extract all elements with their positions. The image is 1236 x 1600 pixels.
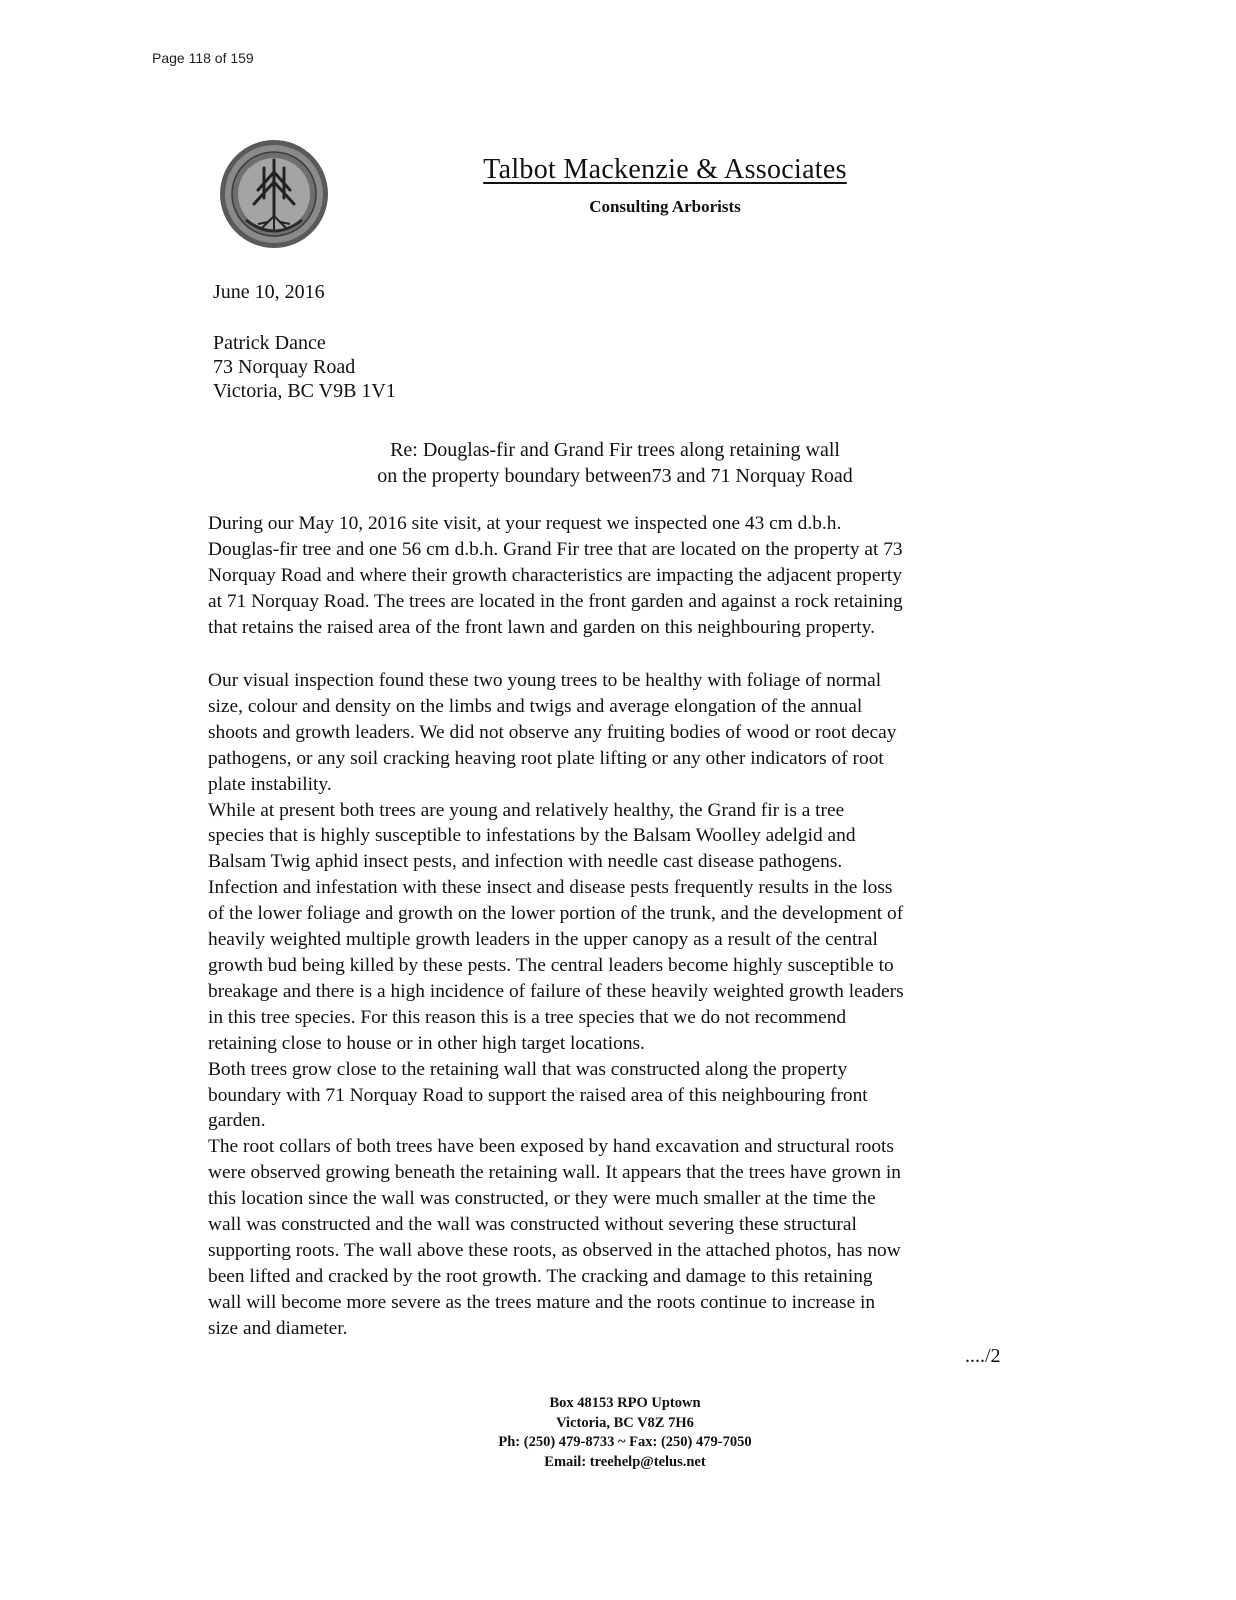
text-line: species that is highly susceptible to infestations by the Balsam Woolley adelgid and: [208, 825, 856, 847]
recipient-name: Patrick Dance: [213, 332, 326, 354]
text-line: supporting roots. The wall above these roots, as observed in the attached photos, has now: [208, 1239, 901, 1261]
text-line: this location since the wall was constructed, or they were much smaller at the time the: [208, 1188, 876, 1210]
text-line: Our visual inspection found these two young trees to be healthy with foliage of normal: [208, 670, 882, 691]
text-line: retaining close to house or in other high target locations.: [208, 1032, 645, 1054]
text-line: Infection and infestation with these insect and disease pests frequently results in the loss: [208, 877, 893, 899]
recipient-city: Victoria, BC V9B 1V1: [213, 380, 396, 402]
footer-email: Email: treehelp@telus.net: [544, 1453, 706, 1470]
tree-seal-logo-icon: [218, 138, 330, 250]
recipient-address: [213, 331, 396, 403]
text-line: Both trees grow close to the retaining wall that was constructed along the property: [208, 1058, 848, 1080]
text-line: in this tree species. For this reason this is a tree species that we do not recommend: [208, 1006, 847, 1028]
continued-marker: ..../2: [965, 1345, 1001, 1367]
footer-mailbox: Box 48153 RPO Uptown: [549, 1395, 701, 1411]
text-line: Douglas-fir tree and one 56 cm d.b.h. Grand Fir tree that are located on the property at 73: [208, 538, 903, 560]
text-line: wall was constructed and the wall was constructed without severing these structural: [208, 1214, 857, 1236]
text-line: During our May 10, 2016 site visit, at your request we inspected one 43 cm d.b.h.: [208, 513, 842, 534]
text-line: While at present both trees are young and relatively healthy, the Grand fir is a tree: [208, 799, 845, 821]
subject-line-1: Re: Douglas-fir and Grand Fir trees along retaining wall: [390, 439, 840, 461]
text-line: been lifted and cracked by the root growth. The cracking and damage to this retaining: [208, 1265, 873, 1287]
text-line: of the lower foliage and growth on the lower portion of the trunk, and the development of: [208, 903, 904, 925]
subject-line-2: on the property boundary between73 and 71 Norquay Road: [377, 465, 853, 487]
paragraph-2: [208, 668, 1018, 1342]
text-line: boundary with 71 Norquay Road to support the raised area of this neighbouring front: [208, 1084, 868, 1106]
footer-phone-fax: Ph: (250) 479-8733 ~ Fax: (250) 479-7050: [498, 1434, 752, 1450]
text-line: plate instability.: [208, 773, 332, 795]
text-line: The root collars of both trees have been exposed by hand excavation and structural roots: [208, 1136, 894, 1158]
page-number-header: Page 118 of 159: [152, 50, 254, 66]
letterhead-footer: [400, 1394, 850, 1472]
text-line: Balsam Twig aphid insect pests, and infection with needle cast disease pathogens.: [208, 851, 843, 873]
text-line: breakage and there is a high incidence of failure of these heavily weighted growth leaders: [208, 980, 904, 1002]
text-line: Norquay Road and where their growth characteristics are impacting the adjacent property: [208, 564, 903, 586]
letter-date: June 10, 2016: [213, 281, 325, 303]
text-line: at 71 Norquay Road. The trees are located in the front garden and against a rock retaining: [208, 590, 903, 612]
text-line: were observed growing beneath the retaining wall. It appears that the trees have grown in: [208, 1162, 901, 1184]
paragraph-1: [208, 511, 1018, 641]
subject-line: [330, 437, 900, 489]
text-line: shoots and growth leaders. We did not observe any fruiting bodies of wood or root decay: [208, 721, 897, 743]
text-line: garden.: [208, 1110, 266, 1132]
text-line: size and diameter.: [208, 1317, 348, 1339]
text-line: heavily weighted multiple growth leaders in the upper canopy as a result of the central: [208, 929, 878, 951]
firm-name: Talbot Mackenzie & Associates: [483, 154, 847, 185]
text-line: that retains the raised area of the front lawn and garden on this neighbouring property.: [208, 616, 875, 638]
text-line: wall will become more severe as the trees mature and the roots continue to increase in: [208, 1291, 876, 1313]
text-line: growth bud being killed by these pests. The central leaders become highly susceptible to: [208, 954, 894, 976]
recipient-street: 73 Norquay Road: [213, 356, 356, 378]
footer-city: Victoria, BC V8Z 7H6: [556, 1414, 694, 1431]
text-line: size, colour and density on the limbs and twigs and average elongation of the annual: [208, 695, 863, 717]
text-line: pathogens, or any soil cracking heaving root plate lifting or any other indicators of root: [208, 747, 884, 769]
firm-subtitle: Consulting Arborists: [589, 197, 741, 216]
